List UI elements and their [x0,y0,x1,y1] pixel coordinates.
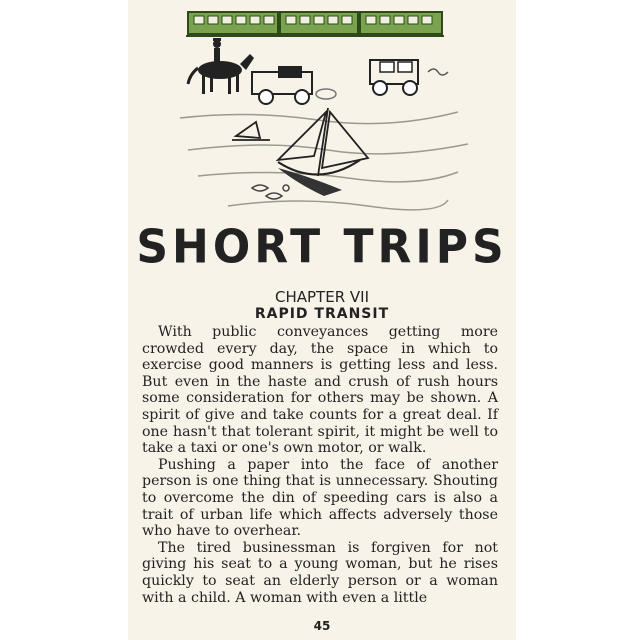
page-number: 45 [313,619,331,633]
vintage-car-left [252,66,336,104]
transportation-illustration [128,0,516,222]
paragraph: With public conveyances getting more crowded every day, the space in which to exercise good manners is getting less and less. But even in the haste and crush of rush hours some consideration for others may be shown. A spirit of give and take counts for a great deal. If one hasn't that tolerant spirit, it might be well to take a taxi or one's own motor, or walk. [142,324,498,457]
paragraph: Pushing a paper into the face of another person is one thing that is unnecessary. Shouting to overcome the din of speeding cars is also a trait of urban life which affects adversely those who have to overhear. [142,456,498,540]
book-page [128,0,516,640]
section-title: SHORT TRIPS [136,220,508,275]
chapter-heading: CHAPTER VII [275,288,369,306]
chapter-subtitle: RAPID TRANSIT [254,306,390,322]
fish [252,185,289,199]
body-text [142,324,498,606]
vintage-car-right [370,60,448,95]
paragraph: The tired businessman is forgiven for not giving his seat to a young woman, but he rises quickly to seat an elderly person or a woman with a child. A woman with even a little [142,539,498,606]
horse-rider [188,38,254,94]
streetcar-train [186,12,444,36]
